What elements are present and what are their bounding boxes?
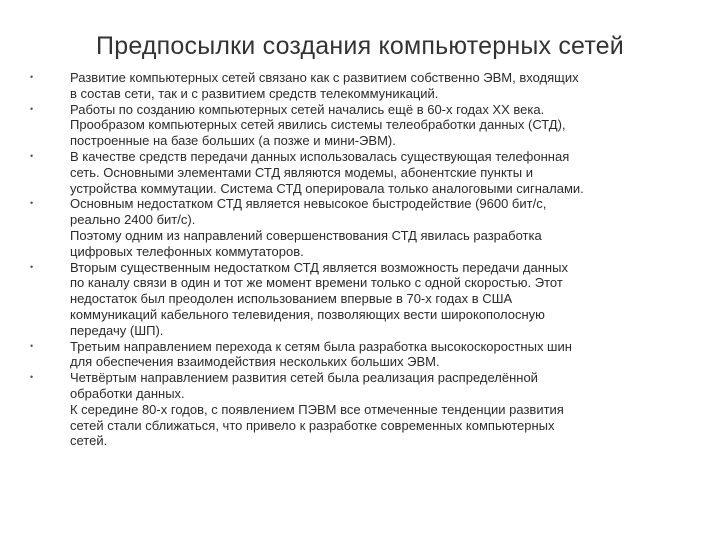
bullet-text-line: передачу (ШП). [70,322,164,338]
bullet-text-line: сеть. Основными элементами СТД являются модемы, абонентские пункты и [70,164,533,180]
bullet-text-line: обработки данных. [70,385,185,401]
bullet-dot-icon: • [30,372,34,383]
bullet-item [30,149,692,196]
bullet-text-line: В качестве средств передачи данных использовалась существующая телефонная [70,148,570,164]
bullet-text-line: недостаток был преодолен использованием впервые в 70-х годах в США [70,291,513,307]
bullet-item [30,260,692,339]
bullet-text-line: цифровых телефонных коммутаторов. [70,243,304,259]
bullet-item [30,102,692,149]
bullet-dot-icon: • [30,150,34,161]
bullet-dot-icon: • [30,103,34,114]
bullet-text-line: реально 2400 бит/с). [70,212,196,228]
bullet-text-line: Третьим направлением перехода к сетям была разработка высокоскоростных шин [70,338,572,354]
bullet-text-line: Вторым существенным недостатком СТД является возможность передачи данных [70,259,568,275]
bullet-dot-icon: • [30,72,34,82]
bullet-text-line: Поэтому одним из направлений совершенствования СТД явилась разработка [70,227,542,243]
slide-title: Предпосылки создания компьютерных сетей [96,32,624,60]
bullet-dot-icon: • [30,340,34,351]
bullet-dot-icon: • [30,261,34,272]
bullet-text-line: сетей. [70,433,108,449]
bullet-text-line: Развитие компьютерных сетей связано как с развитием собственно ЭВМ, входящих [70,70,579,85]
bullet-text-line: для обеспечения взаимодействия нескольких больших ЭВМ. [70,354,440,370]
bullet-dot-icon: • [30,198,34,209]
bullet-item [30,339,692,371]
bullet-text-line: Работы по созданию компьютерных сетей начались ещё в 60-х годах XX века. [70,101,545,117]
bullet-item [30,70,692,102]
bullet-text-line: коммуникаций кабельного телевидения, позволяющих вести широкополосную [70,306,545,322]
bullet-item [30,370,692,449]
bullet-item [30,196,692,259]
bullet-text-line: Четвёртым направлением развития сетей была реализация распределённой [70,370,538,386]
bullet-text-line: устройства коммутации. Система СТД оперировала только аналоговыми сигналами. [70,180,584,196]
bullet-text-line: Основным недостатком СТД является невысокое быстродействие (9600 бит/с, [70,196,547,212]
bullet-text-line: по каналу связи в один и тот же момент времени только с одной скоростью. Этот [70,275,563,291]
bullet-list [30,70,692,449]
bullet-text-line: построенные на базе больших (а позже и мини-ЭВМ). [70,133,396,149]
bullet-text-line: в состав сети, так и с развитием средств телекоммуникаций. [70,85,439,101]
bullet-text-line: К середине 80-х годов, с появлением ПЭВМ все отмеченные тенденции развития [70,401,564,417]
bullet-text-line: Прообразом компьютерных сетей явились системы телеобработки данных (СТД), [70,117,566,133]
bullet-text-line: сетей стали сближаться, что привело к разработке современных компьютерных [70,417,555,433]
